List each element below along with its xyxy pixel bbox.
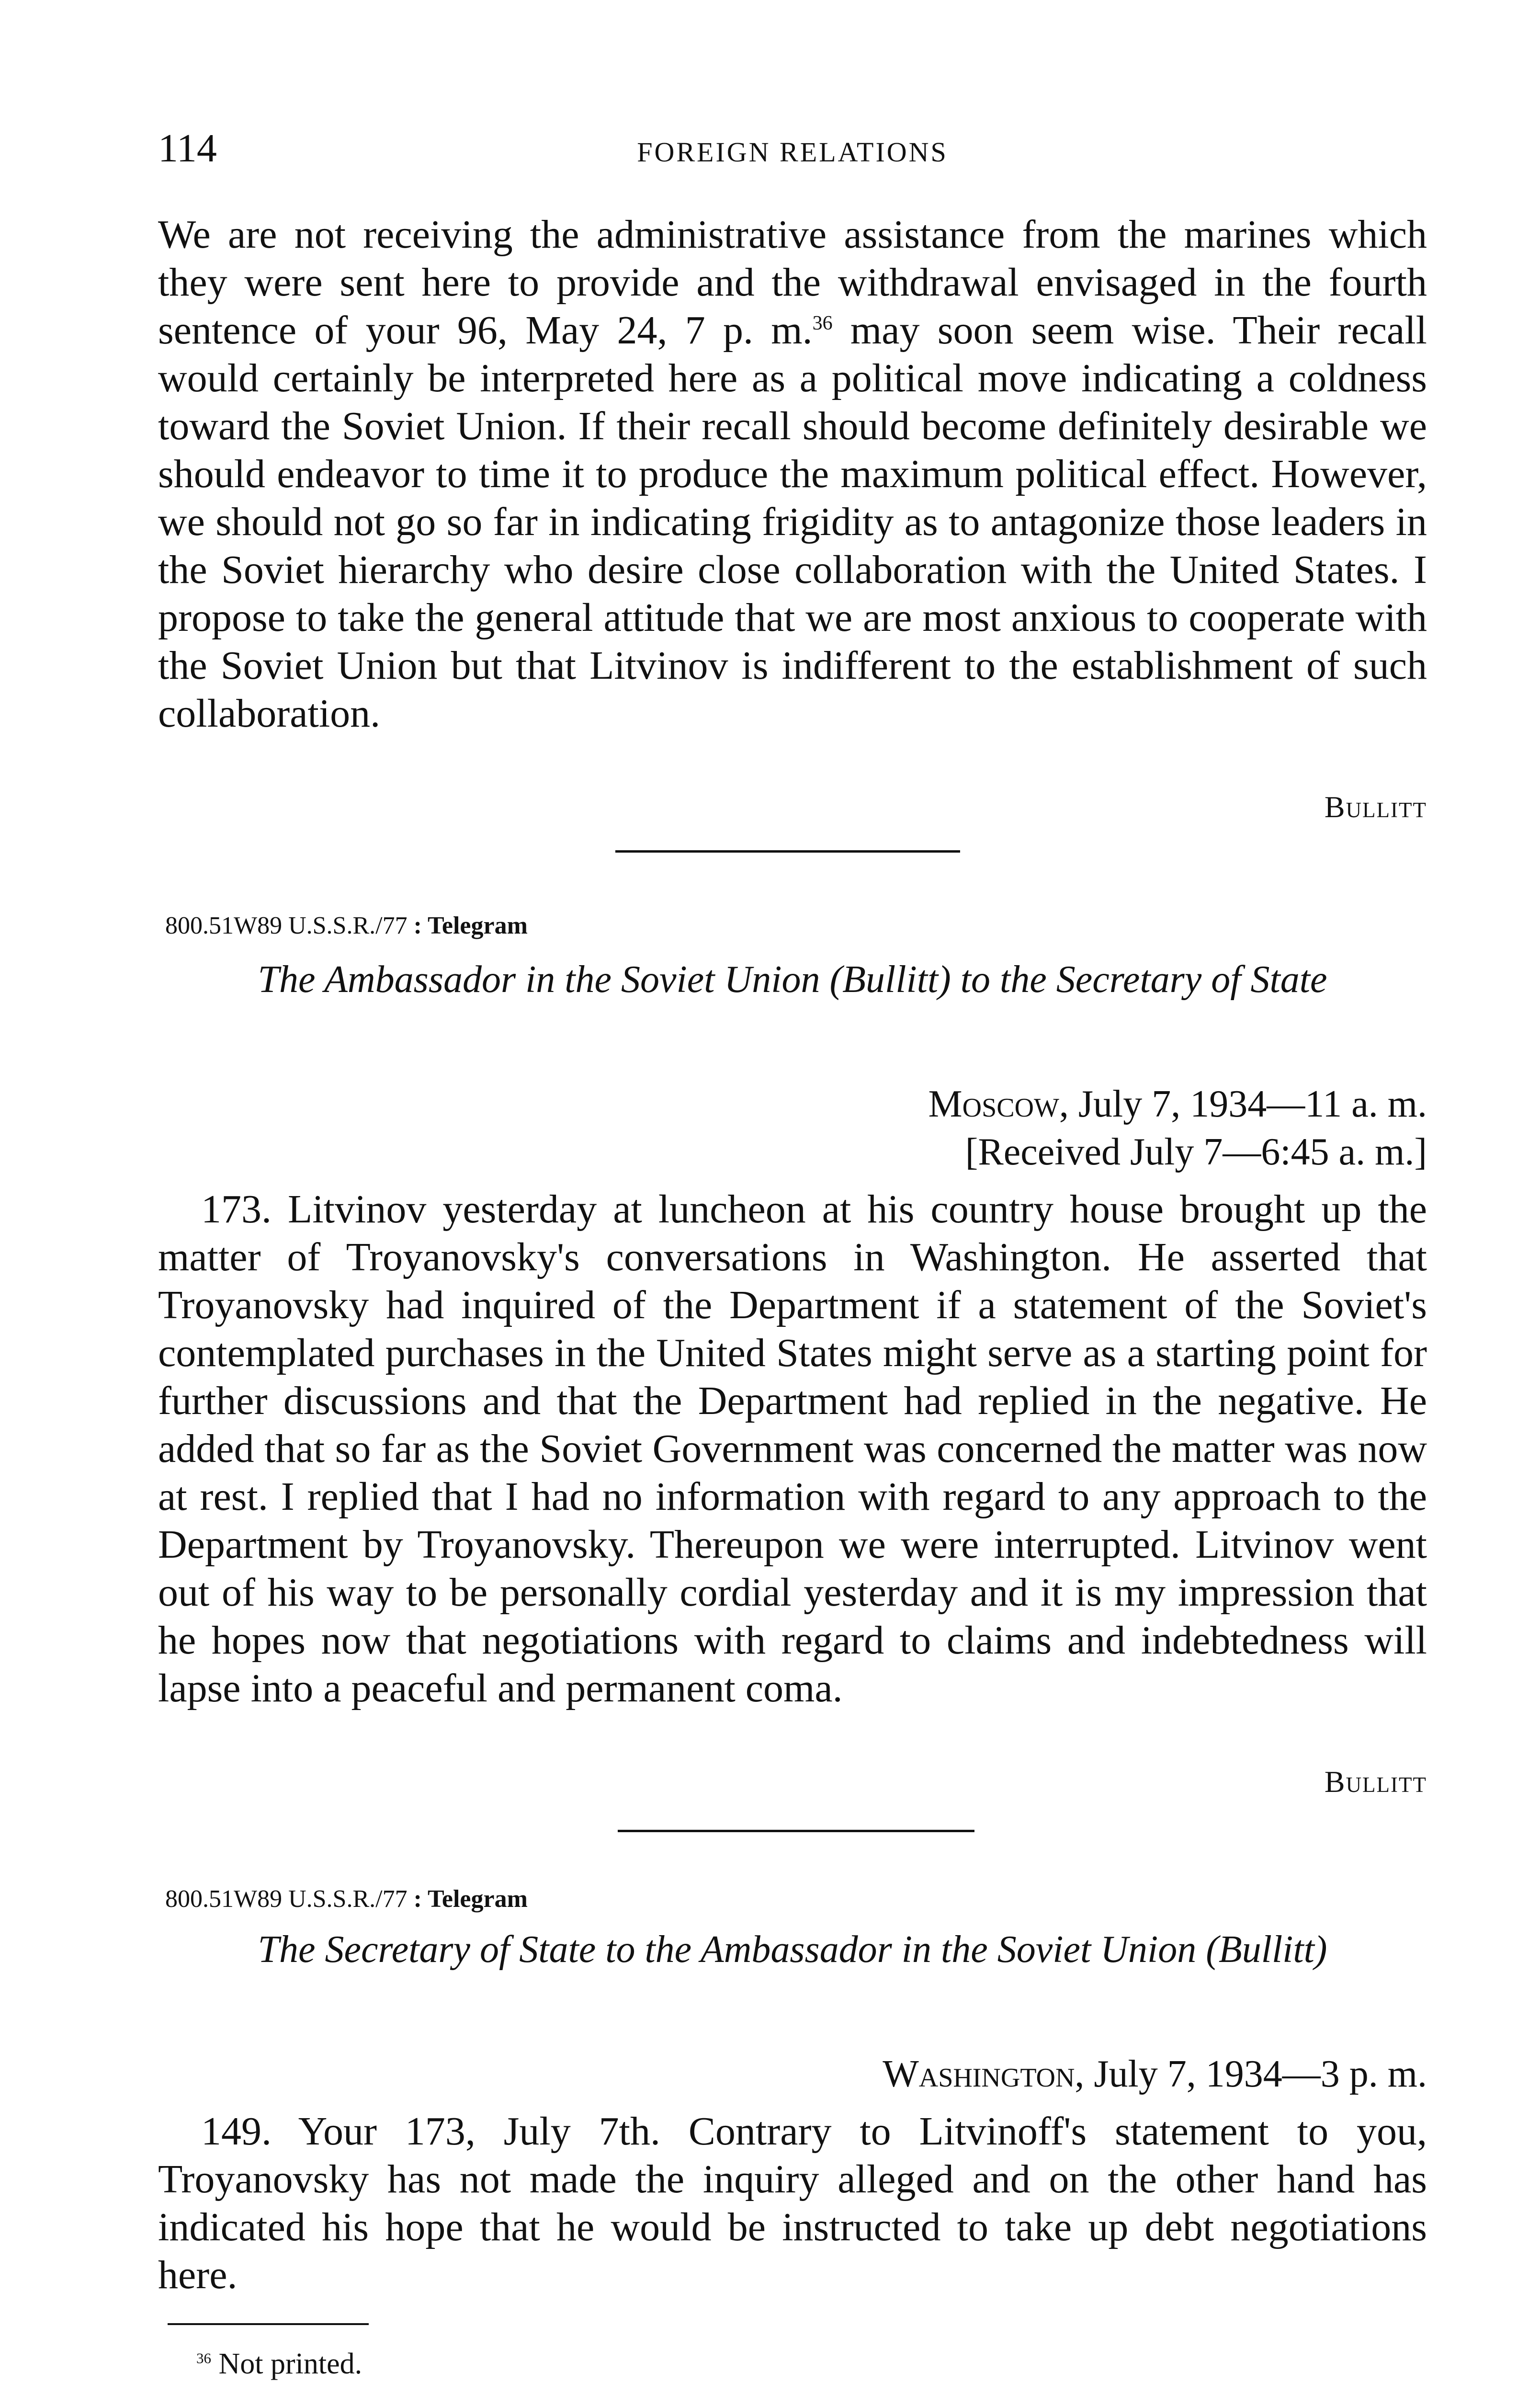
section-divider-1: [615, 850, 960, 853]
continuation-text-start: We are not receiving the administrative assistance from the marines which they were sent here to provide and the withdrawal envisaged in the fourth sentence of your 96, May 24, 7 p. m.: [158, 212, 1427, 353]
section-divider-2: [618, 1830, 974, 1832]
continuation-text-end: may soon seem wise. Their recall would certainly be interpreted here as a political move indicating a coldness toward the Soviet Union. If their recall should become definitely desirable we should endeavor to time it to produce the maximum political effect. However, we should not go so far in indicating frigidity as to antagonize those leaders in the Soviet hierarchy who desire close collaboration with the United States. I propose to take the general attitude that we are most anxious to cooperate with the Soviet Union but that Litvinov is indifferent to the establishment of such collaboration.: [158, 308, 1427, 736]
continuation-paragraph: [158, 211, 1427, 738]
document-heading-1: The Ambassador in the Soviet Union (Bullitt) to the Secretary of State: [258, 958, 1327, 1001]
file-number-2: 800.51W89 U.S.S.R./77: [165, 1885, 408, 1913]
document-heading-2: The Secretary of State to the Ambassador in the Soviet Union (Bullitt): [258, 1928, 1327, 1971]
footnote-divider: [168, 2323, 369, 2325]
file-number-1: 800.51W89 U.S.S.R./77: [165, 912, 408, 939]
footnote-text: Not printed.: [211, 2348, 362, 2380]
file-reference-1: [165, 909, 528, 943]
page-header: [158, 125, 1427, 182]
dateline-date-1: , July 7, 1934—11 a. m.: [1059, 1083, 1427, 1125]
telegram-body-1: 173. Litvinov yesterday at luncheon at his country house brought up the matter of Troyanovsky's conversations in Washington. He asserted that Troyanovsky had inquired of the Department if a statement of the Soviet's contemplated purchases in the United States might serve as a starting point for further discussions and that the Department had replied in the negative. He added that so far as the Soviet Government was concerned the matter was now at rest. I replied that I had no information with regard to any approach to the Department by Troyanovsky. Thereupon we were interrupted. Litvinov went out of his way to be personally cordial yesterday and it is my impression that he hopes now that negotiations with regard to claims and indebtedness will lapse into a peaceful and permanent coma.: [158, 1187, 1427, 1711]
page-number: 114: [158, 126, 217, 171]
dateline-date-2: , July 7, 1934—3 p. m.: [1075, 2053, 1427, 2095]
received-line-1: [Received July 7—6:45 a. m.]: [965, 1131, 1427, 1173]
footnote-reference: 36: [812, 312, 833, 334]
signature-2: Bullitt: [1324, 1765, 1427, 1799]
telegram-body-2: 149. Your 173, July 7th. Contrary to Litvinoff's statement to you, Troyanovsky has not made the inquiry alleged and on the other hand has indicated his hope that he would be instructed to take up debt negotiations here.: [158, 2109, 1427, 2297]
running-head: FOREIGN RELATIONS: [637, 137, 948, 168]
dateline-place-2: Washington: [883, 2053, 1075, 2095]
file-kind-1: : Telegram: [413, 912, 528, 939]
file-reference-2: [165, 1882, 528, 1916]
signature-1: Bullitt: [1324, 790, 1427, 824]
dateline-2: [883, 2050, 1427, 2098]
footnote-marker: 36: [196, 2349, 211, 2367]
dateline-1: [929, 1080, 1427, 1128]
footnote: [196, 2345, 362, 2383]
file-kind-2: : Telegram: [413, 1885, 528, 1913]
dateline-place-1: Moscow: [928, 1083, 1059, 1125]
